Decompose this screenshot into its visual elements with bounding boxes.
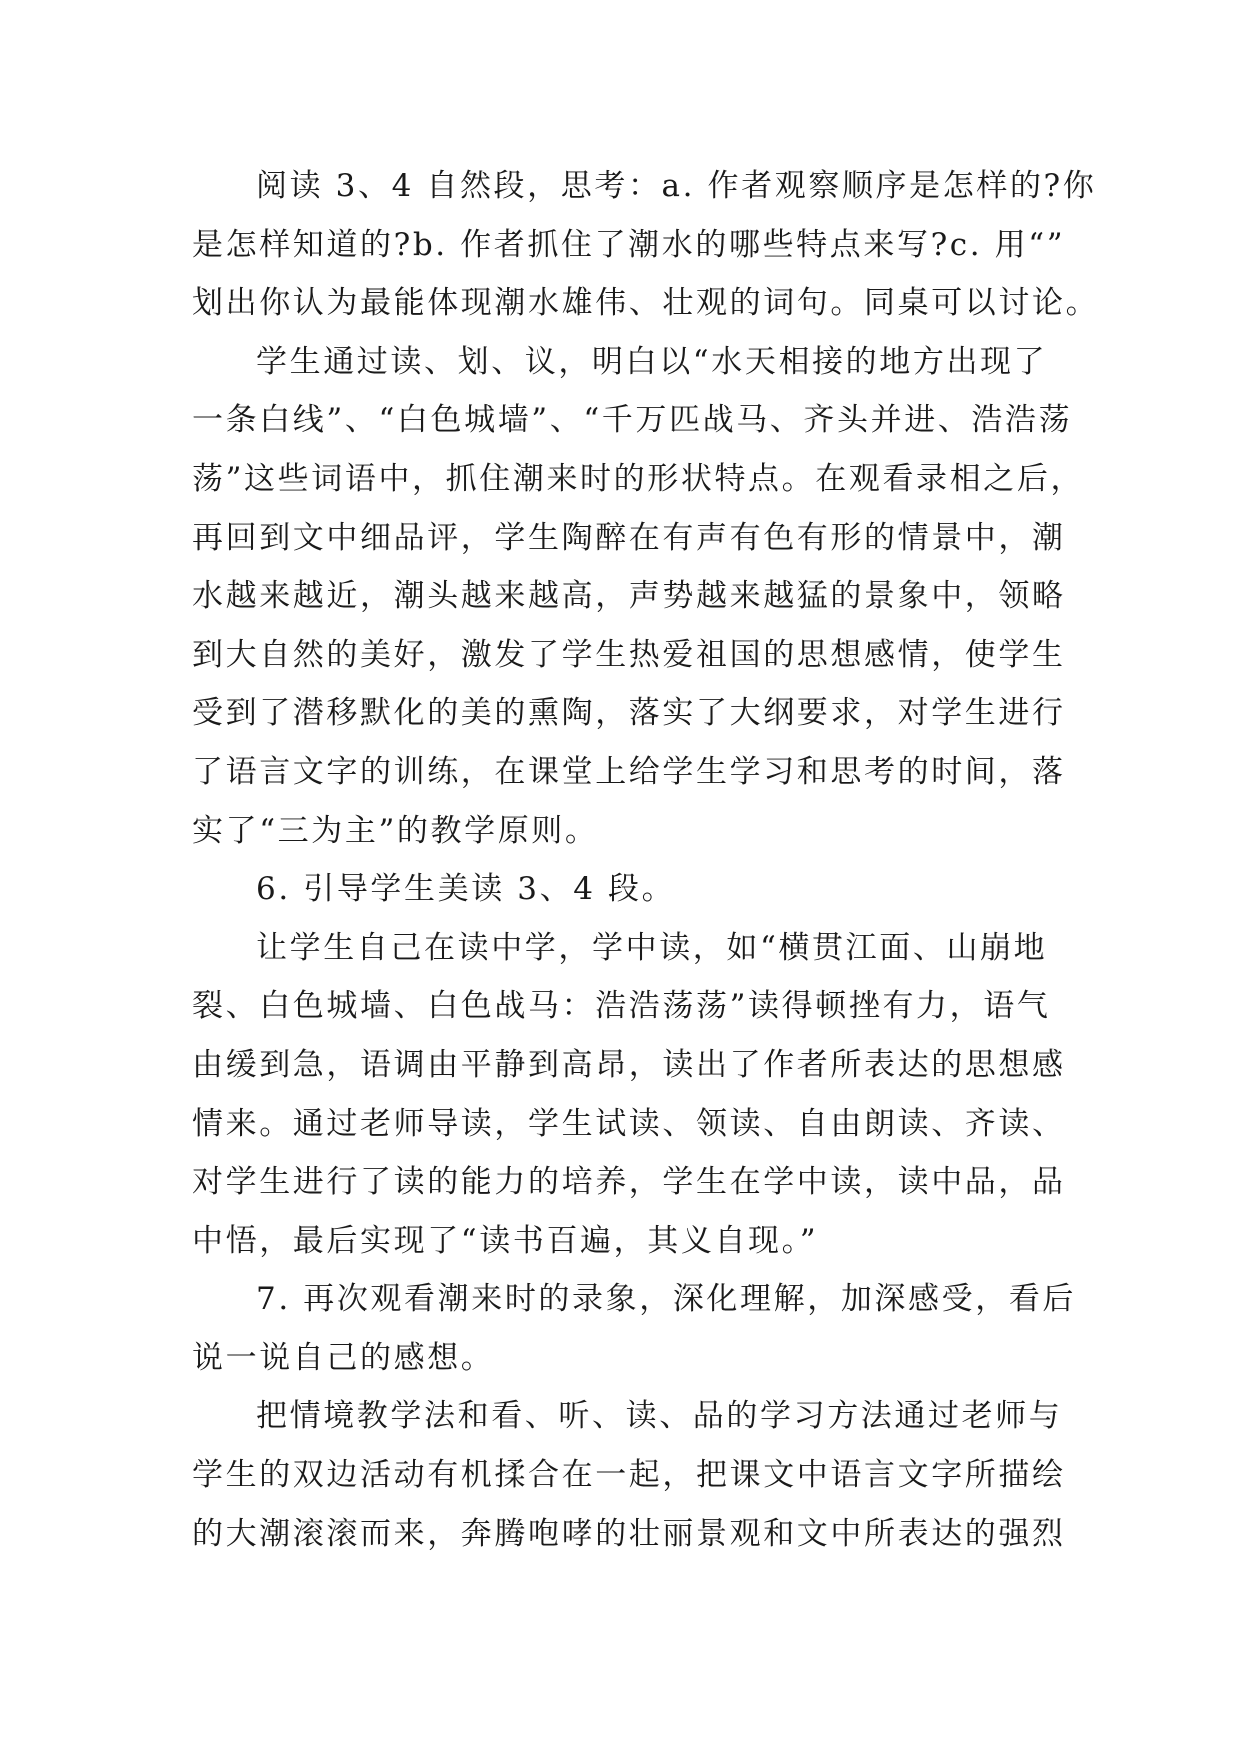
paragraph-line: 水越来越近，潮头越来越高，声势越来越猛的景象中，领略: [192, 578, 1066, 615]
paragraph-line: 学生的双边活动有机揉合在一起，把课文中语言文字所描绘: [192, 1457, 1066, 1494]
paragraph-line: 划出你认为最能体现潮水雄伟、壮观的词句。同桌可以讨论。: [192, 285, 1100, 322]
paragraph-line: 学生通过读、划、议，明白以“水天相接的地方出现了: [256, 343, 1048, 380]
paragraph-line: 说一说自己的感想。: [192, 1339, 495, 1376]
numbered-step-heading: 7. 再次观看潮来时的录象，深化理解，加深感受，看后: [256, 1281, 1077, 1318]
paragraph-line: 让学生自己在读中学，学中读，如“横贯江面、山崩地: [256, 929, 1048, 966]
paragraph-line: 是怎样知道的?b. 作者抓住了潮水的哪些特点来写?c. 用“”: [192, 226, 1066, 263]
paragraph-line: 对学生进行了读的能力的培养，学生在学中读，读中品，品: [192, 1164, 1066, 1201]
paragraph-line: 一条白线”、“白色城墙”、“千万匹战马、齐头并进、浩浩荡: [192, 402, 1073, 439]
numbered-step-heading: 6. 引导学生美读 3、4 段。: [256, 871, 676, 908]
paragraph-line: 受到了潜移默化的美的熏陶，落实了大纲要求，对学生进行: [192, 695, 1066, 732]
paragraph-line: 实了“三为主”的教学原则。: [192, 812, 599, 849]
paragraph-line: 荡”这些词语中，抓住潮来时的形状特点。在观看录相之后，: [192, 460, 1085, 497]
paragraph-line: 了语言文字的训练，在课堂上给学生学习和思考的时间，落: [192, 753, 1066, 790]
paragraph-line: 把情境教学法和看、听、读、品的学习方法通过老师与: [256, 1398, 1063, 1435]
paragraph-line: 再回到文中细品评，学生陶醉在有声有色有形的情景中，潮: [192, 519, 1066, 556]
paragraph-line: 由缓到急，语调由平静到高昂，读出了作者所表达的思想感: [192, 1046, 1066, 1083]
paragraph-line: 情来。通过老师导读，学生试读、领读、自由朗读、齐读、: [192, 1105, 1066, 1142]
paragraph-line: 中悟，最后实现了“读书百遍，其义自现。”: [192, 1222, 819, 1259]
paragraph-line: 阅读 3、4 自然段，思考：a. 作者观察顺序是怎样的?你: [256, 168, 1097, 204]
document-body: [192, 157, 1100, 1563]
paragraph-line: 到大自然的美好，激发了学生热爱祖国的思想感情，使学生: [192, 636, 1066, 673]
paragraph-line: 裂、白色城墙、白色战马：浩浩荡荡”读得顿挫有力，语气: [192, 988, 1051, 1025]
paragraph-line: 的大潮滚滚而来，奔腾咆哮的壮丽景观和文中所表达的强烈: [192, 1515, 1066, 1552]
